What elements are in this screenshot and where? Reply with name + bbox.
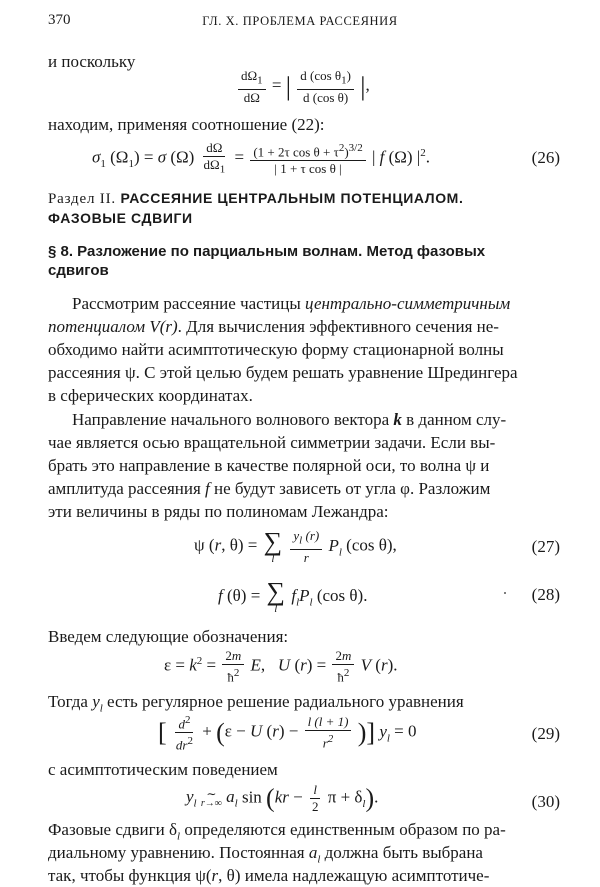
equation-29: [ $\frac{d^2}{dr^2}$ + (ε − U (r) − $\frac{l (l + 1)}{r^2}$ )] $y_l = 0$: [158, 714, 417, 753]
text-line: Фазовые сдвиги $\delta_l$ определяются единственным образом по ра-: [48, 820, 506, 843]
equation-26: $\sigma_1$ $(\Omega_1) = \sigma$ (Ω) $\frac{d\Omega}{d\Omega_1}$ = $\frac{(1 + 2\tau \cos \theta + \tau^2)^{3/2}}{\text{| 1 + τ cos θ |}}$ | f (Ω) $|^2$.: [92, 140, 430, 177]
running-title: ГЛ. X. ПРОБЛЕМА РАССЕЯНИЯ: [202, 14, 398, 28]
text-line: Тогда $y_l$ есть регулярное решение радиального уравнения: [48, 692, 464, 715]
section-heading-cont: [48, 210, 193, 228]
equation-number: (30): [531, 792, 560, 811]
text-line: потенциалом V(r). Для вычисления эффективного сечения не-: [48, 317, 499, 336]
equation-number: (29): [531, 724, 560, 743]
text-line: с асимптотическим поведением: [48, 760, 278, 779]
section-heading: [48, 190, 463, 208]
text-line: эти величины в ряды по полиномам Лежандра:: [48, 502, 389, 521]
equation-30: $y_l$ ∼ r→∞ $a_l$ sin (kr − $\frac{l}{2}$ $\pi + \delta_l$).: [186, 782, 379, 814]
paragraph-heading-line-1: § 8. Разложение по парциальным волнам. Метод фазовых: [48, 243, 486, 260]
running-header: [48, 12, 552, 34]
equation-number: (28): [531, 585, 560, 604]
text-line: брать это направление в качестве полярной оси, то волна ψ и: [48, 456, 490, 475]
text-line: рассеяния ψ. С этой целью будем решать уравнение Шредингера: [48, 363, 518, 382]
equation-28: f (θ) = ∑ l $f_lP_l$ (cos θ).: [218, 577, 368, 615]
equation-definitions: $\varepsilon = k^2$ = $\frac{2m}{ħ^2}$ E, U (r) = $\frac{2m}{ħ^2}$ V (r).: [164, 648, 398, 685]
text-line: Направление начального волнового вектора k в данном слу-: [72, 410, 507, 429]
text-line: находим, применяя соотношение (22):: [48, 115, 325, 134]
page-number: 370: [48, 12, 71, 28]
ink-speck: [504, 592, 506, 594]
text-line: обходимо найти асимптотическую форму стационарной волны: [48, 340, 504, 359]
text-line: Введем следующие обозначения:: [48, 627, 289, 646]
text-line: так, чтобы функция ψ(r, θ) имела надлежащую асимптотиче-: [48, 866, 490, 885]
equation-number: (26): [531, 148, 560, 167]
text-line: диальному уравнению. Постоянная $a_l$ должна быть выбрана: [48, 843, 483, 866]
text-line: чае является осью вращательной симметрии задачи. Если вы-: [48, 433, 496, 452]
text-line: в сферических координатах.: [48, 386, 253, 405]
equation-solid-angle: $\frac{d\Omega_1}{d\Omega}$ = | $\frac{d (\cos \theta_1)}{\text{d (cos θ)}}$ |,: [236, 68, 370, 106]
section-title-line-2: ФАЗОВЫЕ СДВИГИ: [48, 210, 193, 226]
text-line: амплитуда рассеяния f не будут зависеть от угла φ. Разложим: [48, 479, 491, 498]
equation-number: (27): [531, 537, 560, 556]
section-label: Раздел II.: [48, 191, 116, 207]
section-title-line-1: РАССЕЯНИЕ ЦЕНТРАЛЬНЫМ ПОТЕНЦИАЛОМ.: [120, 190, 464, 206]
equation-27: ψ (r, θ) = ∑ l $\frac{y_l (r)}{r}$ $P_l$ (cos θ),: [194, 526, 397, 565]
text-line: и поскольку: [48, 52, 136, 71]
paragraph-heading-line-2: сдвигов: [48, 262, 109, 279]
text-line: Рассмотрим рассеяние частицы центрально-симметричным: [72, 294, 511, 313]
